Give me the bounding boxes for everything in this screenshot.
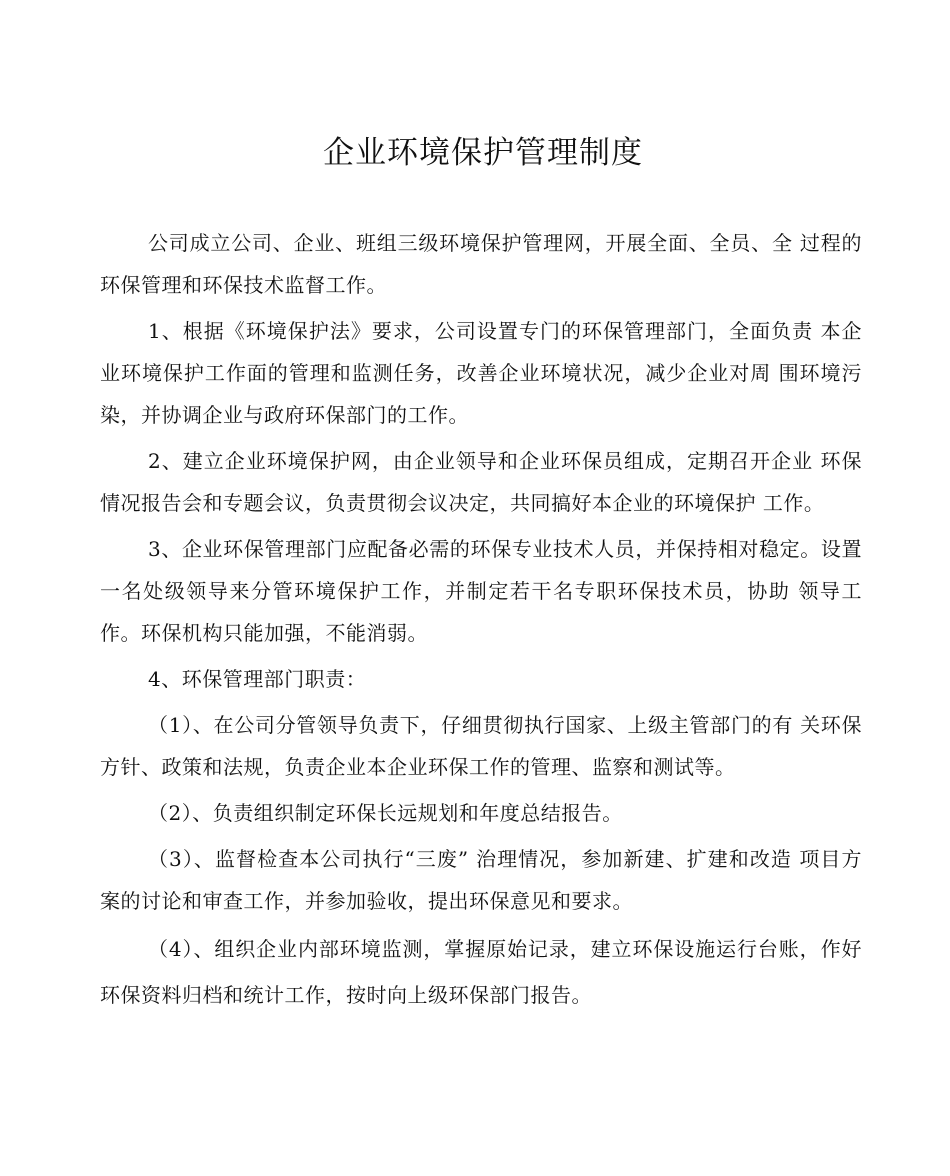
paragraph-intro: 公司成立公司、企业、班组三级环境保护管理网，开展全面、全员、全 过程的环保管理和环保技术监督工作。 [100,231,862,297]
document-body [100,222,862,1022]
document-title: 企业环境保护管理制度 [323,135,643,171]
paragraph-item-1: 1、根据《环境保护法》要求，公司设置专门的环保管理部门，全面负责 本企业环境保护工作面的管理和监测任务，改善企业环境状况，减少企业对周 围环境污染，并协调企业与政府环保部门的工作。 [100,319,862,427]
paragraph-duty-1: （1）、在公司分管领导负责下，仔细贯彻执行国家、上级主管部门的有 关环保方针、政策和法规，负责企业本企业环保工作的管理、监察和测试等。 [100,713,862,779]
paragraph-duty-4: （4）、组织企业内部环境监测，掌握原始记录，建立环保设施运行台账，作好环保资料归档和统计工作，按时向上级环保部门报告。 [100,937,862,1007]
paragraph-item-3: 3、企业环保管理部门应配备必需的环保专业技术人员，并保持相对稳定。设置一名处级领导来分管环境保护工作，并制定若干名专职环保技术员，协助 领导工作。环保机构只能加强，不能消弱。 [100,537,862,645]
paragraph-item-2: 2、建立企业环境保护网，由企业领导和企业环保员组成，定期召开企业 环保情况报告会和专题会议，负责贯彻会议决定，共同搞好本企业的环境保护 工作。 [100,449,862,515]
paragraph-item-4: 4、环保管理部门职责： [148,667,367,691]
paragraph-duty-2: （2）、负责组织制定环保长远规划和年度总结报告。 [148,801,623,825]
paragraph-duty-3: （3）、监督检查本公司执行“三废” 治理情况，参加新建、扩建和改造 项目方案的讨论和审查工作，并参加验收，提出环保意见和要求。 [100,847,862,913]
